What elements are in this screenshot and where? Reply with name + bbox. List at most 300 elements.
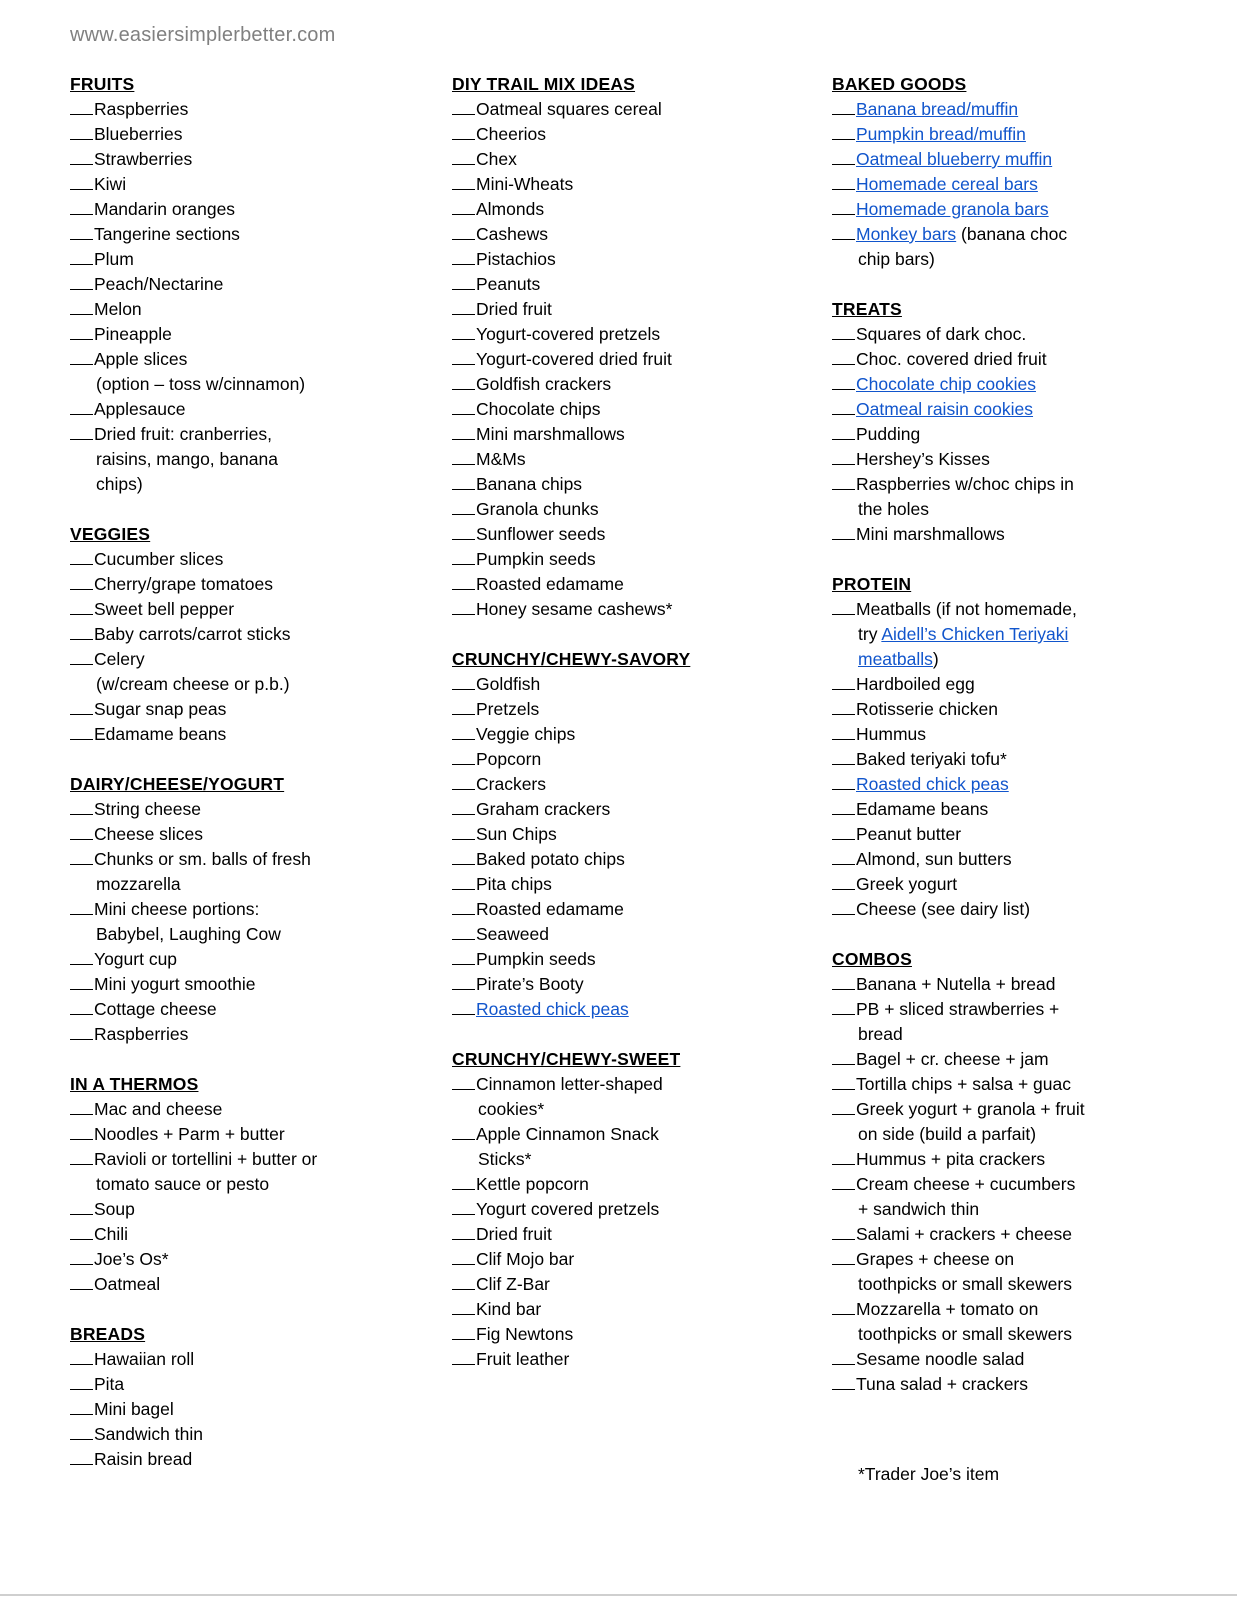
checklist-blank bbox=[832, 522, 855, 540]
list-item bbox=[70, 622, 440, 647]
item-line bbox=[832, 172, 1232, 197]
item-text: Hershey’s Kisses bbox=[856, 449, 990, 469]
item-line-continuation bbox=[70, 872, 440, 897]
checklist-blank bbox=[832, 1172, 855, 1190]
item-text: tomato sauce or pesto bbox=[96, 1174, 270, 1194]
item-line bbox=[70, 547, 440, 572]
item-line bbox=[832, 222, 1232, 247]
item-line bbox=[452, 422, 824, 447]
item-text: Almond, sun butters bbox=[856, 849, 1012, 869]
item-link[interactable]: Pumpkin bread/muffin bbox=[856, 124, 1026, 144]
list-item bbox=[70, 897, 440, 947]
list-item bbox=[452, 422, 824, 447]
item-text: Goldfish bbox=[476, 674, 541, 694]
item-line bbox=[452, 672, 824, 697]
section-diy-trail-mix-ideas bbox=[452, 72, 824, 622]
checklist-blank bbox=[452, 1197, 475, 1215]
checklist-blank bbox=[70, 97, 93, 115]
list-item bbox=[452, 322, 824, 347]
list-item bbox=[70, 847, 440, 897]
list-item bbox=[452, 972, 824, 997]
item-text: bread bbox=[858, 1024, 903, 1044]
item-text: Apple slices bbox=[94, 349, 188, 369]
column-2 bbox=[452, 72, 824, 1397]
item-text: Fig Newtons bbox=[476, 1324, 574, 1344]
item-text: Grapes + cheese on bbox=[856, 1249, 1015, 1269]
checklist-blank bbox=[452, 197, 475, 215]
item-line bbox=[832, 972, 1232, 997]
item-text: Fruit leather bbox=[476, 1349, 570, 1369]
item-text: Meatballs (if not homemade, bbox=[856, 599, 1077, 619]
list-item bbox=[832, 872, 1232, 897]
list-item bbox=[832, 997, 1232, 1047]
section-title-breads: BREADS bbox=[70, 1324, 146, 1344]
item-line bbox=[70, 1422, 440, 1447]
item-line bbox=[832, 997, 1232, 1022]
list-item bbox=[832, 1297, 1232, 1347]
checklist-blank bbox=[832, 972, 855, 990]
item-text: Yogurt cup bbox=[94, 949, 178, 969]
checklist-blank bbox=[832, 697, 855, 715]
list-item bbox=[70, 697, 440, 722]
item-text: cookies* bbox=[478, 1099, 545, 1119]
list-item bbox=[70, 222, 440, 247]
item-line bbox=[70, 397, 440, 422]
item-text: Rotisserie chicken bbox=[856, 699, 998, 719]
item-text: Tuna salad + crackers bbox=[856, 1374, 1029, 1394]
item-line bbox=[452, 597, 824, 622]
section-title-baked-goods: BAKED GOODS bbox=[832, 74, 967, 94]
item-line bbox=[70, 1122, 440, 1147]
checklist-blank bbox=[832, 1072, 855, 1090]
checklist-blank bbox=[70, 1022, 93, 1040]
checklist-blank bbox=[832, 397, 855, 415]
item-line bbox=[70, 197, 440, 222]
item-text: try bbox=[858, 624, 882, 644]
item-link[interactable]: Roasted chick peas bbox=[856, 774, 1009, 794]
item-link[interactable]: meatballs bbox=[858, 649, 933, 669]
item-line bbox=[70, 947, 440, 972]
checklist-blank bbox=[452, 722, 475, 740]
item-line-continuation bbox=[70, 447, 440, 472]
item-text: Banana + Nutella + bread bbox=[856, 974, 1056, 994]
list-item bbox=[832, 372, 1232, 397]
item-text: Mini cheese portions: bbox=[94, 899, 260, 919]
item-text: Plum bbox=[94, 249, 134, 269]
list-item bbox=[832, 722, 1232, 747]
list-item bbox=[70, 97, 440, 122]
item-text: Cherry/grape tomatoes bbox=[94, 574, 273, 594]
section-combos bbox=[832, 947, 1232, 1397]
item-line bbox=[832, 347, 1232, 372]
item-line-continuation bbox=[832, 622, 1232, 647]
checklist-blank bbox=[832, 872, 855, 890]
list-item bbox=[70, 347, 440, 397]
list-item bbox=[832, 1372, 1232, 1397]
checklist-blank bbox=[832, 797, 855, 815]
item-line-continuation bbox=[832, 1272, 1232, 1297]
section-protein bbox=[832, 572, 1232, 922]
checklist-blank bbox=[452, 222, 475, 240]
item-line bbox=[832, 422, 1232, 447]
checklist-blank bbox=[70, 897, 93, 915]
item-text: Hummus bbox=[856, 724, 927, 744]
item-text: Mozzarella + tomato on bbox=[856, 1299, 1039, 1319]
item-text: toothpicks or small skewers bbox=[858, 1324, 1072, 1344]
column-3 bbox=[832, 72, 1232, 1422]
page-edge-divider bbox=[0, 1594, 1237, 1596]
checklist-blank bbox=[452, 847, 475, 865]
item-line bbox=[832, 1147, 1232, 1172]
list-item bbox=[832, 147, 1232, 172]
checklist-blank bbox=[70, 1447, 93, 1465]
item-text: Mandarin oranges bbox=[94, 199, 236, 219]
item-text: Pita chips bbox=[476, 874, 552, 894]
list-item bbox=[832, 1097, 1232, 1147]
item-line bbox=[452, 472, 824, 497]
list-item bbox=[70, 1347, 440, 1372]
list-item bbox=[832, 1172, 1232, 1222]
item-text: Baked potato chips bbox=[476, 849, 625, 869]
item-text: Melon bbox=[94, 299, 142, 319]
item-text: Baby carrots/carrot sticks bbox=[94, 624, 291, 644]
item-line bbox=[70, 347, 440, 372]
list-item bbox=[452, 1272, 824, 1297]
item-line bbox=[452, 972, 824, 997]
item-line bbox=[452, 997, 824, 1022]
checklist-blank bbox=[832, 472, 855, 490]
item-text: Raspberries bbox=[94, 99, 189, 119]
checklist-blank bbox=[832, 97, 855, 115]
item-text: Baked teriyaki tofu* bbox=[856, 749, 1007, 769]
item-line bbox=[452, 922, 824, 947]
section-dairy-cheese-yogurt bbox=[70, 772, 440, 1047]
item-line bbox=[452, 797, 824, 822]
item-text: Oatmeal squares cereal bbox=[476, 99, 662, 119]
item-text: Mini marshmallows bbox=[476, 424, 625, 444]
item-line bbox=[832, 872, 1232, 897]
list-item bbox=[452, 922, 824, 947]
item-text: Blueberries bbox=[94, 124, 183, 144]
item-text: Cheerios bbox=[476, 124, 547, 144]
list-item bbox=[70, 597, 440, 622]
list-item bbox=[70, 1397, 440, 1422]
item-text: Raisin bread bbox=[94, 1449, 193, 1469]
list-item bbox=[832, 822, 1232, 847]
item-line bbox=[832, 322, 1232, 347]
checklist-blank bbox=[452, 772, 475, 790]
item-line bbox=[70, 422, 440, 447]
checklist-blank bbox=[452, 947, 475, 965]
item-text: Mini bagel bbox=[94, 1399, 174, 1419]
checklist-blank bbox=[70, 197, 93, 215]
item-link[interactable]: Banana bread/muffin bbox=[856, 99, 1019, 119]
item-line bbox=[70, 1447, 440, 1472]
item-line bbox=[832, 472, 1232, 497]
list-item bbox=[452, 572, 824, 597]
item-link[interactable]: Aidell’s Chicken Teriyaki bbox=[881, 624, 1069, 644]
checklist-blank bbox=[832, 747, 855, 765]
item-text: Tangerine sections bbox=[94, 224, 240, 244]
list-item bbox=[70, 797, 440, 822]
section-crunchy-chewy-sweet bbox=[452, 1047, 824, 1372]
checklist-blank bbox=[452, 797, 475, 815]
list-item bbox=[70, 1197, 440, 1222]
item-text: Honey sesame cashews* bbox=[476, 599, 673, 619]
item-line bbox=[452, 1347, 824, 1372]
list-item bbox=[832, 672, 1232, 697]
item-link[interactable]: Oatmeal blueberry muffin bbox=[856, 149, 1053, 169]
item-text: on side (build a parfait) bbox=[858, 1124, 1037, 1144]
item-line bbox=[452, 297, 824, 322]
item-line bbox=[832, 1247, 1232, 1272]
item-line bbox=[452, 397, 824, 422]
item-line bbox=[832, 1047, 1232, 1072]
item-text: (banana choc bbox=[956, 224, 1068, 244]
list-item bbox=[452, 1222, 824, 1247]
item-text: Peach/Nectarine bbox=[94, 274, 224, 294]
item-line bbox=[452, 847, 824, 872]
item-line bbox=[70, 122, 440, 147]
item-text: Pretzels bbox=[476, 699, 540, 719]
item-line bbox=[452, 547, 824, 572]
item-text: Cottage cheese bbox=[94, 999, 217, 1019]
checklist-blank bbox=[452, 572, 475, 590]
item-text: Crackers bbox=[476, 774, 547, 794]
checklist-blank bbox=[70, 322, 93, 340]
checklist-blank bbox=[70, 1272, 93, 1290]
section-title-crunchy-chewy-savory: CRUNCHY/CHEWY-SAVORY bbox=[452, 649, 691, 669]
item-line bbox=[832, 897, 1232, 922]
list-item bbox=[70, 122, 440, 147]
item-text: Choc. covered dried fruit bbox=[856, 349, 1047, 369]
checklist-blank bbox=[452, 1297, 475, 1315]
item-text: Sugar snap peas bbox=[94, 699, 227, 719]
item-line bbox=[452, 147, 824, 172]
list-item bbox=[452, 822, 824, 847]
item-text: Sun Chips bbox=[476, 824, 557, 844]
item-text: Edamame beans bbox=[94, 724, 227, 744]
item-line bbox=[452, 97, 824, 122]
item-line bbox=[832, 1347, 1232, 1372]
checklist-blank bbox=[832, 1247, 855, 1265]
item-link[interactable]: Roasted chick peas bbox=[476, 999, 629, 1019]
section-title-in-a-thermos: IN A THERMOS bbox=[70, 1074, 199, 1094]
item-text: Pumpkin seeds bbox=[476, 549, 596, 569]
item-line bbox=[70, 97, 440, 122]
item-text: Soup bbox=[94, 1199, 135, 1219]
item-text: Sticks* bbox=[478, 1149, 532, 1169]
list-item bbox=[832, 747, 1232, 772]
checklist-blank bbox=[452, 147, 475, 165]
section-treats bbox=[832, 297, 1232, 547]
checklist-blank bbox=[452, 1272, 475, 1290]
checklist-blank bbox=[452, 822, 475, 840]
item-text: Cheese (see dairy list) bbox=[856, 899, 1031, 919]
item-text: Edamame beans bbox=[856, 799, 989, 819]
checklist-blank bbox=[70, 597, 93, 615]
list-item bbox=[70, 722, 440, 747]
item-line bbox=[452, 247, 824, 272]
checklist-blank bbox=[70, 647, 93, 665]
item-line bbox=[832, 447, 1232, 472]
item-link[interactable]: Homemade cereal bars bbox=[856, 174, 1038, 194]
list-item bbox=[70, 572, 440, 597]
item-link[interactable]: Oatmeal raisin cookies bbox=[856, 399, 1034, 419]
checklist-blank bbox=[452, 272, 475, 290]
item-line bbox=[452, 347, 824, 372]
item-text: Granola chunks bbox=[476, 499, 599, 519]
item-line bbox=[452, 872, 824, 897]
item-line-continuation bbox=[832, 1022, 1232, 1047]
list-item bbox=[452, 547, 824, 572]
checklist-blank bbox=[832, 1047, 855, 1065]
list-item bbox=[452, 1297, 824, 1322]
checklist-blank bbox=[452, 1072, 475, 1090]
checklist-blank bbox=[832, 822, 855, 840]
item-text: Raspberries w/choc chips in bbox=[856, 474, 1074, 494]
checklist-blank bbox=[70, 972, 93, 990]
item-line bbox=[70, 897, 440, 922]
list-item bbox=[832, 847, 1232, 872]
column-1 bbox=[70, 72, 440, 1497]
checklist-blank bbox=[70, 997, 93, 1015]
item-line bbox=[70, 1372, 440, 1397]
list-item bbox=[70, 1147, 440, 1197]
section-title-diy-trail-mix-ideas: DIY TRAIL MIX IDEAS bbox=[452, 74, 636, 94]
item-line bbox=[70, 172, 440, 197]
checklist-blank bbox=[452, 922, 475, 940]
list-item bbox=[452, 1122, 824, 1172]
list-item bbox=[70, 997, 440, 1022]
item-line bbox=[832, 822, 1232, 847]
checklist-blank bbox=[452, 872, 475, 890]
item-text: Yogurt covered pretzels bbox=[476, 1199, 660, 1219]
section-title-treats: TREATS bbox=[832, 299, 902, 319]
item-text: Cucumber slices bbox=[94, 549, 224, 569]
item-line bbox=[70, 322, 440, 347]
section-title-crunchy-chewy-sweet: CRUNCHY/CHEWY-SWEET bbox=[452, 1049, 681, 1069]
item-line bbox=[70, 572, 440, 597]
item-text: Cashews bbox=[476, 224, 548, 244]
list-item bbox=[452, 1197, 824, 1222]
checklist-blank bbox=[452, 897, 475, 915]
item-line bbox=[452, 522, 824, 547]
checklist-blank bbox=[832, 997, 855, 1015]
item-line-continuation bbox=[832, 1122, 1232, 1147]
item-text: Clif Mojo bar bbox=[476, 1249, 575, 1269]
item-line-continuation bbox=[832, 1322, 1232, 1347]
list-item bbox=[70, 147, 440, 172]
item-line bbox=[452, 722, 824, 747]
checklist-blank bbox=[452, 697, 475, 715]
item-line bbox=[832, 1222, 1232, 1247]
checklist-blank bbox=[832, 172, 855, 190]
item-text: Bagel + cr. cheese + jam bbox=[856, 1049, 1049, 1069]
checklist-blank bbox=[70, 1247, 93, 1265]
list-item bbox=[832, 472, 1232, 522]
list-item bbox=[70, 1022, 440, 1047]
item-line bbox=[832, 772, 1232, 797]
item-line bbox=[70, 1347, 440, 1372]
list-item bbox=[452, 797, 824, 822]
item-line bbox=[70, 997, 440, 1022]
checklist-blank bbox=[452, 1122, 475, 1140]
list-item bbox=[452, 747, 824, 772]
item-line bbox=[452, 322, 824, 347]
checklist-blank bbox=[70, 347, 93, 365]
item-text: M&Ms bbox=[476, 449, 526, 469]
checklist-blank bbox=[70, 947, 93, 965]
list-item bbox=[452, 722, 824, 747]
item-line bbox=[832, 722, 1232, 747]
item-text: Greek yogurt + granola + fruit bbox=[856, 1099, 1085, 1119]
item-line bbox=[452, 1122, 824, 1147]
item-text: Peanut butter bbox=[856, 824, 962, 844]
checklist-blank bbox=[70, 397, 93, 415]
item-line bbox=[452, 497, 824, 522]
item-line bbox=[452, 1272, 824, 1297]
list-item bbox=[452, 372, 824, 397]
list-item bbox=[452, 472, 824, 497]
item-line bbox=[70, 147, 440, 172]
item-line bbox=[452, 172, 824, 197]
list-item bbox=[70, 972, 440, 997]
list-item bbox=[832, 1347, 1232, 1372]
list-item bbox=[452, 247, 824, 272]
item-line bbox=[832, 147, 1232, 172]
item-link[interactable]: Homemade granola bars bbox=[856, 199, 1049, 219]
checklist-blank bbox=[70, 722, 93, 740]
item-line bbox=[70, 1197, 440, 1222]
list-item bbox=[70, 1447, 440, 1472]
list-item bbox=[452, 1172, 824, 1197]
list-item bbox=[832, 697, 1232, 722]
item-line-continuation bbox=[452, 1147, 824, 1172]
item-line-continuation bbox=[70, 922, 440, 947]
item-text: Dried fruit bbox=[476, 1224, 552, 1244]
item-text: Hummus + pita crackers bbox=[856, 1149, 1046, 1169]
list-item bbox=[452, 197, 824, 222]
item-text: Strawberries bbox=[94, 149, 193, 169]
checklist-blank bbox=[70, 1222, 93, 1240]
list-item bbox=[452, 97, 824, 122]
checklist-blank bbox=[70, 1147, 93, 1165]
list-item bbox=[452, 122, 824, 147]
item-line-continuation bbox=[452, 1097, 824, 1122]
item-line bbox=[70, 297, 440, 322]
item-text: PB + sliced strawberries + bbox=[856, 999, 1060, 1019]
item-text: Cream cheese + cucumbers bbox=[856, 1174, 1076, 1194]
checklist-blank bbox=[70, 822, 93, 840]
checklist-blank bbox=[70, 622, 93, 640]
list-item bbox=[832, 347, 1232, 372]
list-item bbox=[832, 422, 1232, 447]
list-item bbox=[832, 597, 1232, 672]
item-line bbox=[832, 597, 1232, 622]
section-veggies bbox=[70, 522, 440, 747]
section-title-fruits: FRUITS bbox=[70, 74, 135, 94]
item-line bbox=[70, 1022, 440, 1047]
checklist-blank bbox=[452, 747, 475, 765]
checklist-blank bbox=[452, 1172, 475, 1190]
list-item bbox=[452, 222, 824, 247]
checklist-blank bbox=[832, 422, 855, 440]
item-link[interactable]: Chocolate chip cookies bbox=[856, 374, 1036, 394]
item-line bbox=[70, 1222, 440, 1247]
item-link[interactable]: Monkey bars bbox=[856, 224, 957, 244]
checklist-blank bbox=[70, 222, 93, 240]
